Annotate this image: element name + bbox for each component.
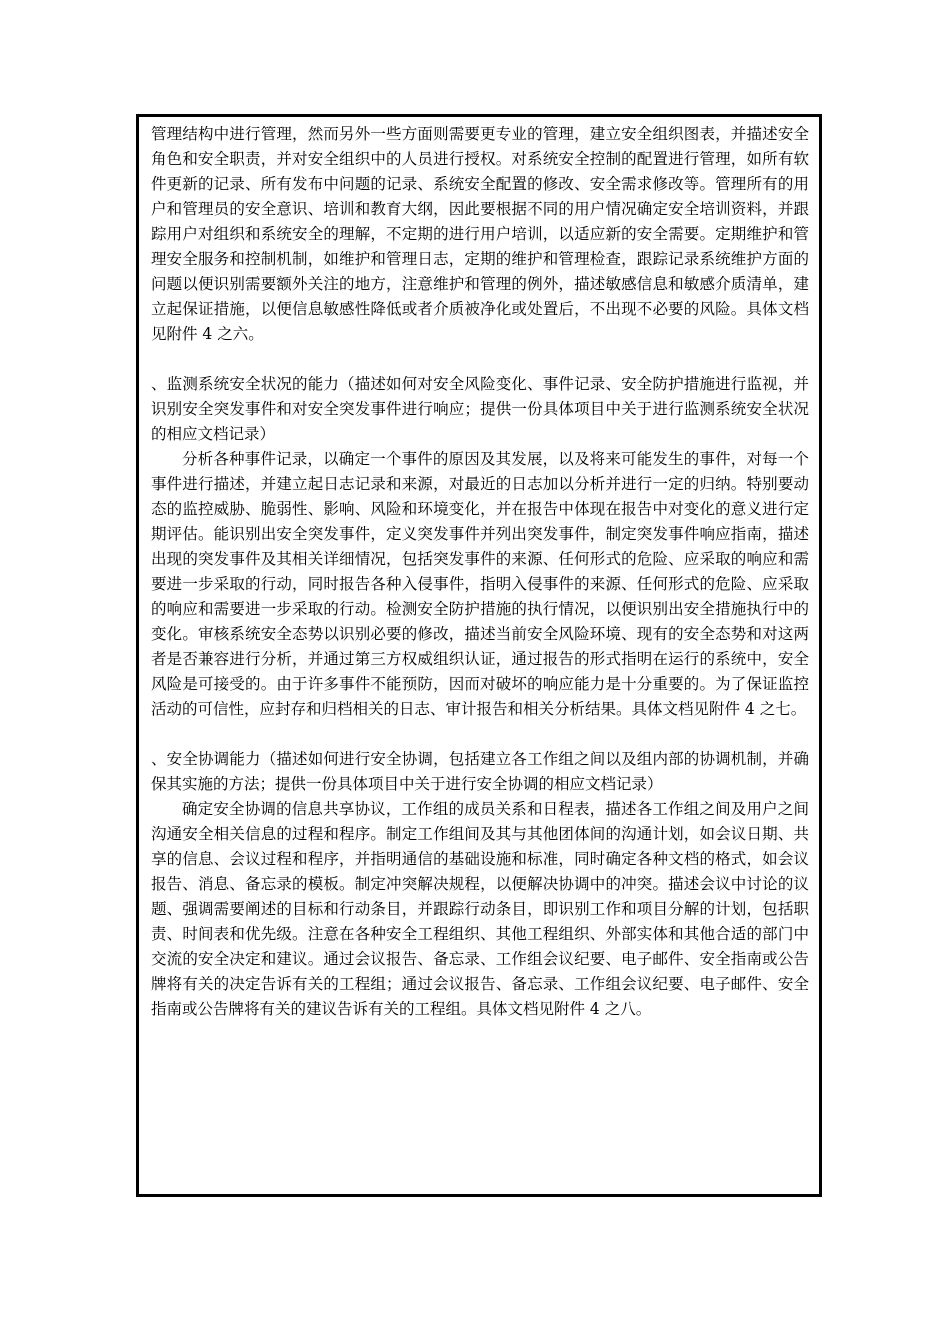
section-heading-monitoring: 、监测系统安全状况的能力（描述如何对安全风险变化、事件记录、安全防护措施进行监视，并识别安全突发事件和对安全突发事件进行响应；提供一份具体项目中关于进行监测系统安全状况的相应文档记录） [151, 375, 809, 443]
paragraph-spacer [151, 722, 809, 747]
paragraph-spacer [151, 347, 809, 372]
document-body [151, 122, 809, 1022]
paragraph-management-continued: 管理结构中进行管理，然而另外一些方面则需要更专业的管理，建立安全组织图表，并描述安全角色和安全职责，并对安全组织中的人员进行授权。对系统安全控制的配置进行管理，如所有软件更新的记录、所有发布中问题的记录、系统安全配置的修改、安全需求修改等。管理所有的用户和管理员的安全意识、培训和教育大纲，因此要根据不同的用户情况确定安全培训资料，并跟踪用户对组织和系统安全的理解，不定期的进行用户培训，以适应新的安全需要。定期维护和管理安全服务和控制机制，如维护和管理日志，定期的维护和管理检查，跟踪记录系统维护方面的问题以便识别需要额外关注的地方，注意维护和管理的例外，描述敏感信息和敏感介质清单，建立起保证措施，以便信息敏感性降低或者介质被净化或处置后，不出现不必要的风险。具体文档见附件 4 之六。 [151, 125, 809, 343]
paragraph-coordination: 确定安全协调的信息共享协议，工作组的成员关系和日程表，描述各工作组之间及用户之间沟通安全相关信息的过程和程序。制定工作组间及其与其他团体间的沟通计划，如会议日期、共享的信息、会议过程和程序，并指明通信的基础设施和标准，同时确定各种文档的格式，如会议报告、消息、备忘录的模板。制定冲突解决规程，以便解决协调中的冲突。描述会议中讨论的议题、强调需要阐述的目标和行动条目，并跟踪行动条目，即识别工作和项目分解的计划，包括职责、时间表和优先级。注意在各种安全工程组织、其他工程组织、外部实体和其他合适的部门中交流的安全决定和建议。通过会议报告、备忘录、工作组会议纪要、电子邮件、安全指南或公告牌将有关的决定告诉有关的工程组；通过会议报告、备忘录、工作组会议纪要、电子邮件、安全指南或公告牌将有关的建议告诉有关的工程组。具体文档见附件 4 之八。 [151, 800, 809, 1018]
paragraph-monitoring: 分析各种事件记录，以确定一个事件的原因及其发展，以及将来可能发生的事件，对每一个事件进行描述，并建立起日志记录和来源，对最近的日志加以分析并进行一定的归纳。特别要动态的监控威胁、脆弱性、影响、风险和环境变化，并在报告中体现在报告中对变化的意义进行定期评估。能识别出安全突发事件，定义突发事件并列出突发事件，制定突发事件响应指南，描述出现的突发事件及其相关详细情况，包括突发事件的来源、任何形式的危险、应采取的响应和需要进一步采取的行动，同时报告各种入侵事件，指明入侵事件的来源、任何形式的危险、应采取的响应和需要进一步采取的行动。检测安全防护措施的执行情况，以便识别出安全措施执行中的变化。审核系统安全态势以识别必要的修改，描述当前安全风险环境、现有的安全态势和对这两者是否兼容进行分析，并通过第三方权威组织认证，通过报告的形式指明在运行的系统中，安全风险是可接受的。由于许多事件不能预防，因而对破坏的响应能力是十分重要的。为了保证监控活动的可信性，应封存和归档相关的日志、审计报告和相关分析结果。具体文档见附件 4 之七。 [151, 450, 809, 718]
document-frame [136, 114, 822, 1197]
section-heading-coordination: 、安全协调能力（描述如何进行安全协调，包括建立各工作组之间以及组内部的协调机制，并确保其实施的方法；提供一份具体项目中关于进行安全协调的相应文档记录） [151, 750, 809, 793]
